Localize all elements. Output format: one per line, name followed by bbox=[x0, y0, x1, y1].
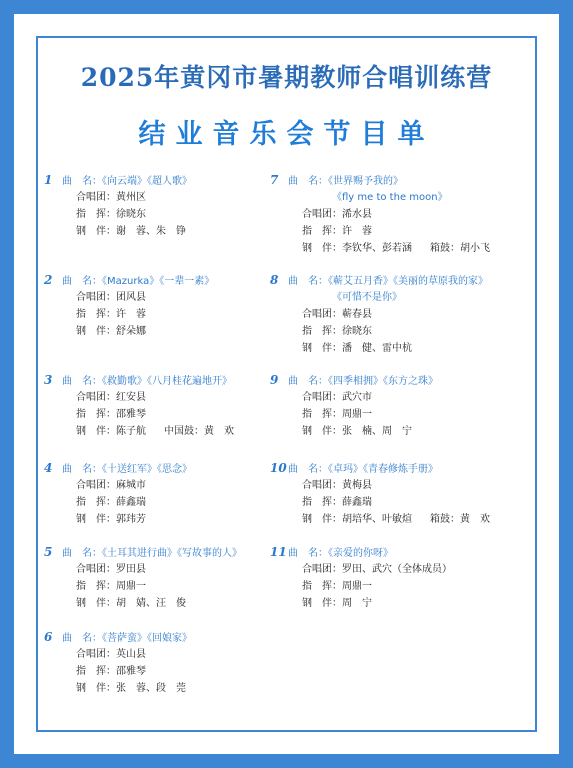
conductor-name: 许 蓉 bbox=[116, 309, 146, 320]
conductor-line bbox=[44, 206, 279, 223]
song-label: 曲 名： bbox=[62, 464, 102, 475]
piano-line bbox=[44, 511, 279, 528]
program-header bbox=[44, 460, 279, 477]
piano-line bbox=[270, 340, 540, 357]
choir-label: 合唱团： bbox=[302, 309, 342, 320]
conductor-name: 邵雅琴 bbox=[116, 409, 146, 420]
choir-line bbox=[44, 477, 279, 494]
song-titles-continued-line bbox=[270, 289, 540, 306]
piano-line bbox=[44, 223, 279, 240]
program-header bbox=[44, 272, 279, 289]
conductor-label: 指 挥： bbox=[76, 309, 116, 320]
piano-label: 钢 伴： bbox=[302, 343, 342, 354]
program-header bbox=[270, 544, 540, 561]
choir-line bbox=[44, 389, 279, 406]
choir-line bbox=[44, 289, 279, 306]
conductor-line bbox=[44, 663, 279, 680]
piano-line bbox=[44, 595, 279, 612]
program-item bbox=[44, 272, 279, 340]
choir-label: 合唱团： bbox=[76, 480, 116, 491]
song-label: 曲 名： bbox=[62, 548, 102, 559]
conductor-name: 徐晓东 bbox=[116, 209, 146, 220]
program-item bbox=[270, 460, 540, 528]
piano-label: 钢 伴： bbox=[302, 243, 342, 254]
piano-label: 钢 伴： bbox=[76, 426, 116, 437]
song-label: 曲 名： bbox=[62, 376, 102, 387]
program-item bbox=[44, 544, 279, 612]
choir-label: 合唱团： bbox=[302, 480, 342, 491]
program-header bbox=[44, 172, 279, 189]
choir-line bbox=[270, 206, 540, 223]
program-item bbox=[44, 460, 279, 528]
song-label: 曲 名： bbox=[62, 176, 102, 187]
choir-name: 罗田、武穴（全体成员） bbox=[342, 564, 452, 575]
program-number: 6 bbox=[44, 630, 53, 644]
piano-names: 胡 婧、汪 俊 bbox=[116, 598, 186, 609]
program-number: 5 bbox=[44, 545, 53, 559]
conductor-line bbox=[44, 578, 279, 595]
program-number: 11 bbox=[270, 545, 287, 559]
piano-label: 钢 伴： bbox=[302, 426, 342, 437]
piano-line bbox=[270, 423, 540, 440]
song-titles: 《向云端》《超人歌》 bbox=[102, 176, 192, 187]
song-label: 曲 名： bbox=[62, 276, 102, 287]
piano-names: 谢 蓉、朱 铮 bbox=[116, 226, 186, 237]
program-item bbox=[44, 172, 279, 240]
choir-name: 黄州区 bbox=[116, 192, 146, 203]
conductor-label: 指 挥： bbox=[302, 226, 342, 237]
piano-label: 钢 伴： bbox=[76, 326, 116, 337]
piano-names: 舒朵娜 bbox=[116, 326, 146, 337]
choir-line bbox=[44, 189, 279, 206]
song-titles-continued: 《fly me to the moon》 bbox=[332, 192, 448, 203]
program-item bbox=[270, 272, 540, 357]
song-titles: 《土耳其进行曲》《写故事的人》 bbox=[102, 548, 242, 559]
piano-names: 郭玮芳 bbox=[116, 514, 146, 525]
song-titles: 《蕲艾五月香》《美丽的草原我的家》 bbox=[328, 276, 488, 287]
song-titles: 《救勤歌》《八月桂花遍地开》 bbox=[102, 376, 232, 387]
piano-names: 胡培华、叶敏煊 bbox=[342, 514, 412, 525]
piano-label: 钢 伴： bbox=[76, 226, 116, 237]
program-item bbox=[270, 372, 540, 440]
piano-names: 李钦华、彭若涵 bbox=[342, 243, 412, 254]
page-title: 2025年黄冈市暑期教师合唱训练营 bbox=[80, 63, 493, 92]
program-number: 9 bbox=[270, 373, 279, 387]
conductor-name: 许 蓉 bbox=[342, 226, 372, 237]
conductor-label: 指 挥： bbox=[302, 497, 342, 508]
conductor-line bbox=[270, 323, 540, 340]
program-header bbox=[270, 272, 540, 289]
song-titles: 《亲爱的你呀》 bbox=[328, 548, 393, 559]
conductor-line bbox=[270, 578, 540, 595]
percussion-credit: 中国鼓：黄 欢 bbox=[164, 426, 234, 437]
choir-name: 红安县 bbox=[116, 392, 146, 403]
piano-label: 钢 伴： bbox=[76, 598, 116, 609]
piano-names: 陈子航 bbox=[116, 426, 146, 437]
choir-name: 黄梅县 bbox=[342, 480, 372, 491]
program-item bbox=[270, 544, 540, 612]
program-number: 7 bbox=[270, 173, 279, 187]
conductor-name: 周鼎一 bbox=[342, 409, 372, 420]
program-number: 4 bbox=[44, 461, 53, 475]
choir-line bbox=[270, 306, 540, 323]
conductor-line bbox=[44, 406, 279, 423]
song-titles-continued-line bbox=[270, 189, 540, 206]
program-header bbox=[270, 460, 540, 477]
song-label: 曲 名： bbox=[288, 376, 328, 387]
choir-label: 合唱团： bbox=[76, 564, 116, 575]
choir-line bbox=[270, 477, 540, 494]
choir-name: 团风县 bbox=[116, 292, 146, 303]
conductor-label: 指 挥： bbox=[76, 581, 116, 592]
conductor-label: 指 挥： bbox=[76, 497, 116, 508]
page-subtitle: 结业音乐会节目单 bbox=[138, 119, 435, 150]
conductor-line bbox=[44, 494, 279, 511]
choir-label: 合唱团： bbox=[76, 192, 116, 203]
program-header bbox=[270, 372, 540, 389]
song-titles: 《Mazurka》《一辈一素》 bbox=[102, 276, 215, 287]
program-item bbox=[44, 629, 279, 697]
song-titles: 《卓玛》《青春修炼手册》 bbox=[328, 464, 438, 475]
program-number: 3 bbox=[44, 373, 53, 387]
conductor-name: 周鼎一 bbox=[342, 581, 372, 592]
choir-line bbox=[270, 389, 540, 406]
conductor-name: 徐晓东 bbox=[342, 326, 372, 337]
conductor-line bbox=[270, 406, 540, 423]
conductor-label: 指 挥： bbox=[302, 409, 342, 420]
conductor-label: 指 挥： bbox=[302, 326, 342, 337]
choir-name: 蕲春县 bbox=[342, 309, 372, 320]
song-titles: 《四季相拥》《东方之珠》 bbox=[328, 376, 438, 387]
choir-label: 合唱团： bbox=[302, 209, 342, 220]
choir-label: 合唱团： bbox=[76, 649, 116, 660]
piano-label: 钢 伴： bbox=[76, 683, 116, 694]
choir-label: 合唱团： bbox=[76, 292, 116, 303]
conductor-name: 薛鑫瑞 bbox=[342, 497, 372, 508]
piano-label: 钢 伴： bbox=[76, 514, 116, 525]
choir-name: 浠水县 bbox=[342, 209, 372, 220]
choir-name: 英山县 bbox=[116, 649, 146, 660]
conductor-name: 薛鑫瑞 bbox=[116, 497, 146, 508]
song-label: 曲 名： bbox=[288, 464, 328, 475]
song-titles-continued: 《可惜不是你》 bbox=[332, 292, 402, 303]
conductor-label: 指 挥： bbox=[76, 209, 116, 220]
song-label: 曲 名： bbox=[288, 548, 328, 559]
choir-name: 武穴市 bbox=[342, 392, 372, 403]
conductor-name: 周鼎一 bbox=[116, 581, 146, 592]
program-number: 1 bbox=[44, 173, 53, 187]
program-item bbox=[270, 172, 540, 257]
program-header bbox=[44, 544, 279, 561]
choir-line bbox=[44, 646, 279, 663]
conductor-line bbox=[270, 223, 540, 240]
program-number: 2 bbox=[44, 273, 53, 287]
song-titles: 《菩萨蛮》《回娘家》 bbox=[102, 633, 192, 644]
piano-line bbox=[270, 240, 540, 257]
piano-names: 张 蓉、段 莞 bbox=[116, 683, 186, 694]
choir-name: 麻城市 bbox=[116, 480, 146, 491]
piano-line bbox=[44, 323, 279, 340]
program-number: 10 bbox=[270, 461, 287, 475]
program-number: 8 bbox=[270, 273, 279, 287]
choir-line bbox=[44, 561, 279, 578]
choir-name: 罗田县 bbox=[116, 564, 146, 575]
piano-line bbox=[270, 511, 540, 528]
song-label: 曲 名： bbox=[288, 276, 328, 287]
piano-names: 周 宁 bbox=[342, 598, 372, 609]
piano-names: 张 楠、周 宁 bbox=[342, 426, 412, 437]
conductor-label: 指 挥： bbox=[302, 581, 342, 592]
choir-label: 合唱团： bbox=[76, 392, 116, 403]
conductor-line bbox=[270, 494, 540, 511]
choir-line bbox=[270, 561, 540, 578]
piano-label: 钢 伴： bbox=[302, 514, 342, 525]
percussion-credit: 箱鼓：黄 欢 bbox=[430, 514, 490, 525]
conductor-name: 邵雅琴 bbox=[116, 666, 146, 677]
program-header bbox=[270, 172, 540, 189]
piano-names: 潘 健、雷中杭 bbox=[342, 343, 412, 354]
conductor-label: 指 挥： bbox=[76, 409, 116, 420]
choir-label: 合唱团： bbox=[302, 564, 342, 575]
piano-line bbox=[44, 680, 279, 697]
song-label: 曲 名： bbox=[62, 633, 102, 644]
conductor-line bbox=[44, 306, 279, 323]
song-label: 曲 名： bbox=[288, 176, 328, 187]
choir-label: 合唱团： bbox=[302, 392, 342, 403]
piano-line bbox=[44, 423, 279, 440]
piano-line bbox=[270, 595, 540, 612]
percussion-credit: 箱鼓：胡小飞 bbox=[430, 243, 490, 254]
song-titles: 《世界赐予我的》 bbox=[328, 176, 403, 187]
piano-label: 钢 伴： bbox=[302, 598, 342, 609]
song-titles: 《十送红军》《思念》 bbox=[102, 464, 192, 475]
program-item bbox=[44, 372, 279, 440]
conductor-label: 指 挥： bbox=[76, 666, 116, 677]
program-header bbox=[44, 372, 279, 389]
program-header bbox=[44, 629, 279, 646]
